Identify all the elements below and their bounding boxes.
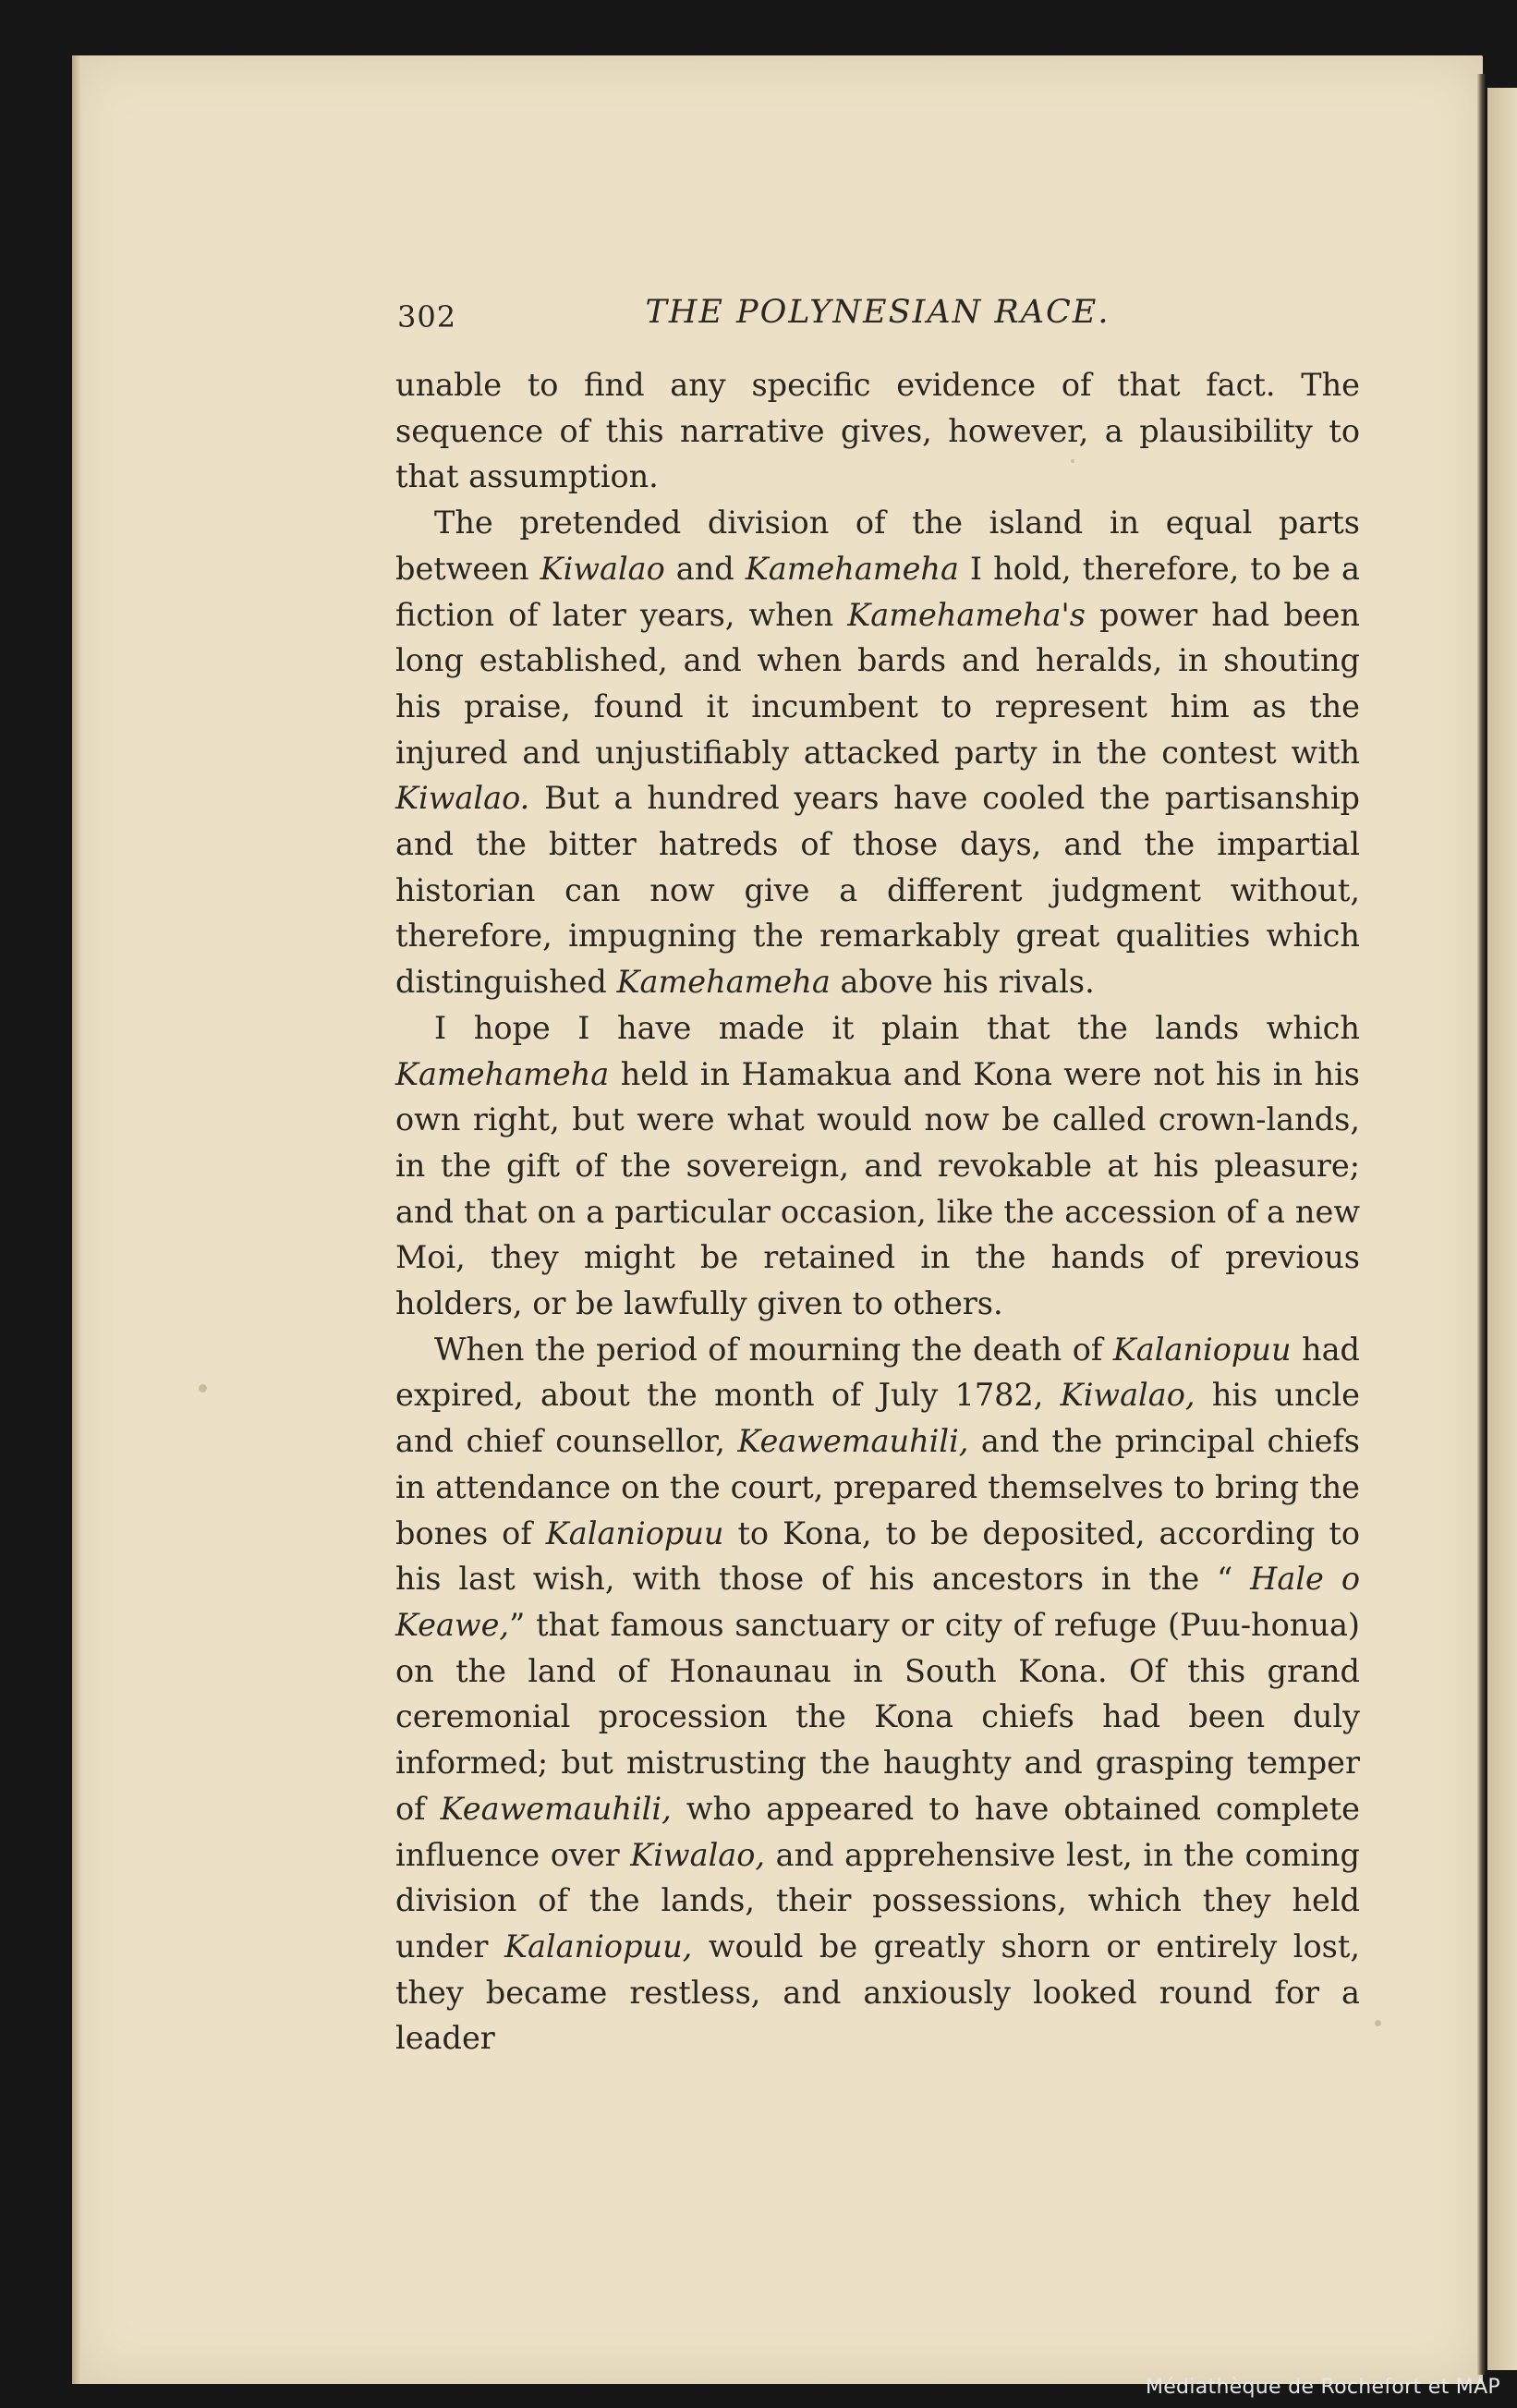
text-run: The pretended division of the island in equal parts between (395, 505, 1360, 587)
text-run: held in Hamakua and Kona were not his in his own right, but were what would now be called crown-lands, in the gift of the sovereign, and revokable at his pleasure; and that on a particular occasion, like the accession of a new Moi, they might be retained in the hands of previous holders, or be lawfully given to others. (395, 1055, 1360, 1322)
italic-name: Kalaniopuu (545, 1514, 724, 1551)
paragraph (395, 500, 1360, 1005)
page-right-edge (1476, 74, 1486, 2375)
italic-name: Kamehameha (745, 550, 959, 587)
italic-name: Kiwalao (540, 550, 665, 587)
text-run: had expired, about the month of July 1782, (395, 1331, 1360, 1414)
italic-name: Keawemauhili, (737, 1423, 969, 1460)
text-run: above his rivals. (830, 964, 1095, 1001)
text-run: and the principal chiefs in attendance on the court, prepared themselves to bring the bones of (395, 1423, 1360, 1551)
italic-name: Kamehameha's (847, 596, 1086, 633)
paper-spot (1375, 2020, 1381, 2026)
paragraph (395, 1327, 1360, 2061)
text-run: power had been long established, and when bards and heralds, in shouting his praise, found it incumbent to represent him as the injured and unjustifiably attacked party in the contest with (395, 596, 1360, 771)
text-run: But a hundred years have cooled the partisanship and the bitter hatreds of those days, and the impartial historian can now give a different judgment without, therefore, impugning the remarkably great qualities which distinguished (395, 780, 1360, 1001)
page-gutter-edge (72, 55, 81, 2384)
page-number: 302 (397, 299, 457, 334)
italic-name: Kiwalao. (395, 780, 530, 817)
italic-name: Hale o Keawe, (395, 1561, 1360, 1643)
text-run: who appeared to have obtained complete influence over (395, 1790, 1360, 1873)
italic-name: Kiwalao, (1060, 1377, 1195, 1414)
text-run: to Kona, to be deposited, according to his last wish, with those of his ancestors in the “ (395, 1514, 1360, 1598)
body-text (395, 362, 1360, 2061)
italic-name: Kamehameha (616, 964, 831, 1001)
text-run: and apprehensive lest, in the coming division of the lands, their possessions, which they held under (395, 1836, 1360, 1964)
italic-name: Kiwalao, (630, 1836, 766, 1873)
watermark: Médiathèque de Rochefort et MAP (1145, 2376, 1500, 2399)
paragraph (395, 1005, 1360, 1327)
text-run: I hold, therefore, to be a fiction of later years, when (395, 550, 1361, 633)
italic-name: Kamehameha (395, 1055, 610, 1092)
italic-name: Kalaniopuu (1112, 1331, 1292, 1368)
page-header (397, 294, 1358, 340)
text-run: would be greatly shorn or entirely lost, they became restless, and anxiously looked round for a leader (395, 1928, 1360, 2057)
running-head: THE POLYNESIAN RACE. (645, 294, 1110, 331)
text-run: When the period of mourning the death of (434, 1331, 1113, 1368)
text-run: unable to find any specific evidence of that fact. The sequence of this narrative gives, however, a plausibility to that assumption. (395, 367, 1360, 495)
adjacent-page-strip (1487, 88, 1517, 2370)
text-run: and (664, 550, 746, 587)
italic-name: Kalaniopuu, (504, 1928, 693, 1964)
text-run: I hope I have made it plain that the lands which (434, 1009, 1360, 1046)
text-run: ” that famous sanctuary or city of refuge (Puu-honua) on the land of Honaunau in South Kona. Of this grand ceremonial procession the Kona chiefs had been duly informed; but mistrusting the haughty and grasping temper of (395, 1606, 1360, 1827)
paper-spot (199, 1384, 207, 1393)
paragraph (395, 362, 1360, 500)
text-run: his uncle and chief counsellor, (395, 1377, 1360, 1460)
italic-name: Keawemauhili, (440, 1790, 672, 1827)
